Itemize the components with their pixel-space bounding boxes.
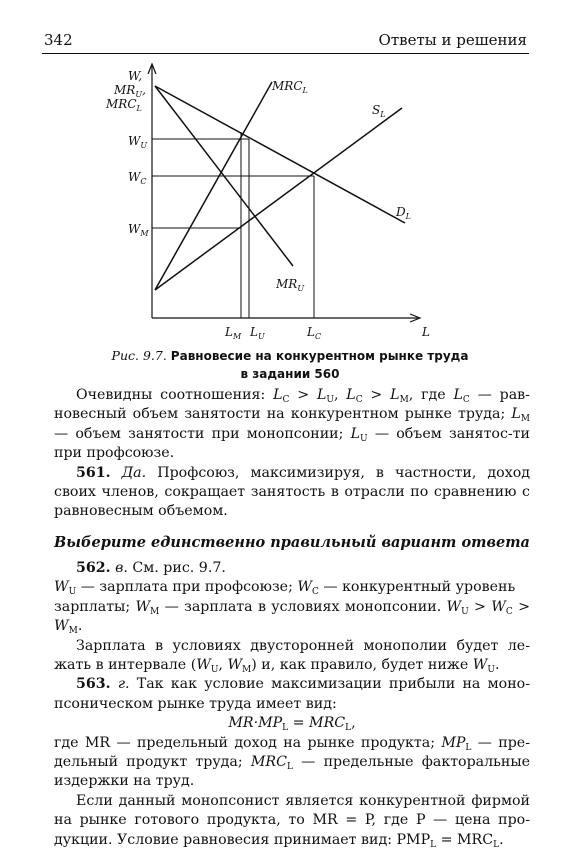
figure-caption (60, 347, 520, 383)
answer-562-number: 562. (76, 560, 111, 576)
x-axis-label: L (422, 325, 430, 339)
answer-560-text: Очевидны соотношения: $L_C > L_U$, $L_C > L_M$, где $L_C$ — рав-новесный объем занятости на конкурентном рынке труда; $L_M$ — объем занятости при монопсонии; $L_U$ — объем занятос-ти при профсоюзе. 561. Да. Профсоюз, максимизируя, в частности, доход своих членов, сокращает занятость в отрасли по сравнению с равновесным объемом. (54, 387, 530, 520)
answer-561-number: 561. (76, 464, 111, 481)
tick-lu: $L_U$ (250, 325, 265, 341)
y-axis-label-mrc: $MRC_L$ (106, 97, 142, 113)
answers-562-563: 562. в. См. рис. 9.7. $W_U$ — зарплата при профсоюзе; $W_C$ — конкурентный уровень зарплаты; $W_M$ — зарплата в условиях монопсонии. $W_U > W_C > W_M$. Зарплата в условиях двусторонней монополии будет ле-жать в интервале ($W_U$, $W_M$) и, как правило, будет ниже $W_U$. 563. г. Так как условие максимизации прибыли на моно-псоническом рынке труда имеет вид: $MR\cdot MP_L = MRC_L$, где MR — предельный доход на рынке продукта; $MP_L$ — пре-дельный продукт труда; $MRC_L$ — предельные факторальные издержки на труд. Если данный монопсонист является конкурентной фирмой на рынке готового продукта, то MR = P, где P — цена про-дукции. Условие равновесия принимает вид: $PMP_L = MRC_L$. (54, 560, 531, 850)
running-header: Ответы и решения (378, 31, 527, 49)
tick-lc: $L_C$ (307, 325, 322, 341)
section-title: Выберите единственно правильный вариант ответа (54, 534, 530, 551)
label-mru: $MR_U$ (276, 277, 305, 293)
page-number: 342 (44, 31, 73, 49)
y-axis-label-mr: $MR_U$, (114, 83, 146, 99)
tick-lm: $L_M$ (225, 325, 242, 341)
label-sl: $S_L$ (372, 103, 386, 119)
answer-561-verdict: Да. (121, 464, 147, 481)
y-axis-label: W, (128, 69, 143, 83)
curve-mrcl (155, 82, 272, 290)
answer-563-number: 563. (76, 676, 111, 693)
caption-lead: Рис. 9.7. (111, 348, 167, 363)
tick-wc: $W_C$ (128, 170, 147, 186)
tick-wm: $W_M$ (128, 222, 149, 238)
caption-line2: в задании 560 (240, 367, 340, 381)
formula-mrc: $MR\cdot MP_L = MRC_L$, (228, 715, 356, 734)
tick-wu: $W_U$ (128, 134, 148, 150)
label-dl: $D_L$ (396, 205, 411, 221)
header-rule (42, 53, 529, 54)
caption-line1: Равновесие на конкурентном рынке труда (170, 349, 469, 363)
curve-dl (155, 86, 405, 223)
labor-market-figure (100, 60, 430, 350)
label-mrcl: $MRC_L$ (272, 79, 308, 95)
